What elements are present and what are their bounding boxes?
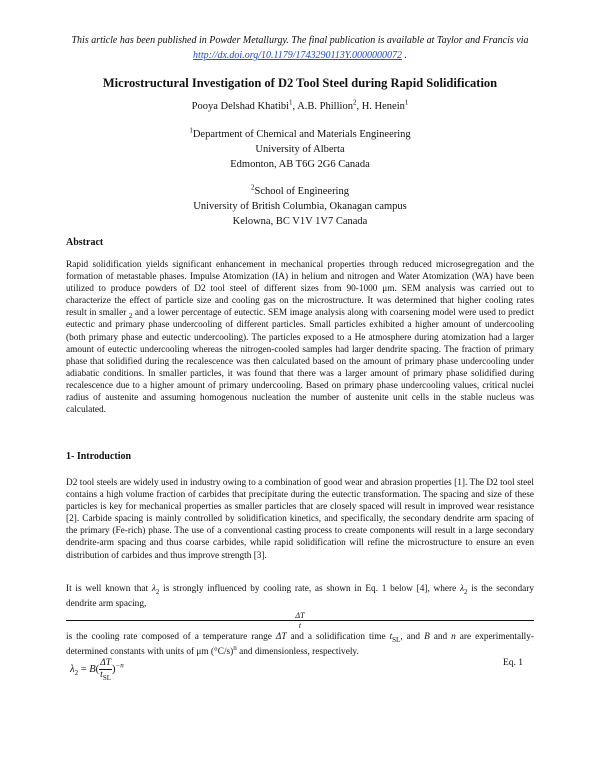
affiliation-line: University of Alberta	[255, 144, 345, 155]
author-separator: ,	[356, 101, 362, 112]
publication-note	[60, 33, 540, 63]
equation-label: Eq. 1	[503, 658, 524, 668]
author-affiliation-mark: 2	[352, 98, 357, 107]
p2-text: is the cooling rate composed of a temperature range	[66, 632, 276, 642]
eq-denominator	[99, 670, 112, 681]
affiliation-line: University of British Columbia, Okanagan campus	[193, 201, 407, 212]
abstract-subscript: 2	[128, 312, 133, 321]
lambda-symbol: λ	[459, 584, 465, 594]
publication-note-text: This article has been published in Powder Metallurgy. The final publication is available at Taylor and Francis via	[71, 35, 529, 46]
time-symbol: t	[389, 632, 393, 642]
affiliation-mark: 2	[251, 183, 255, 192]
paper-title: Microstructural Investigation of D2 Tool Steel during Rapid Solidification	[102, 76, 498, 90]
b-symbol: B	[424, 632, 430, 642]
author-name: A.B. Phillion	[297, 101, 353, 112]
affiliation-line: Kelowna, BC V1V 1V7 Canada	[232, 216, 368, 227]
equation-1	[70, 658, 124, 681]
p2-text: and a solidification time	[286, 632, 390, 642]
publication-note-end: .	[401, 50, 407, 61]
author-affiliation-mark: 1	[289, 98, 293, 107]
affiliation-line: Department of Chemical and Materials Engineering	[192, 129, 411, 140]
p2-text: is the secondary dendrite arm spacing,	[66, 584, 534, 609]
p2-text: are experimentally-determined constants with units of μm (°C/s)	[66, 632, 534, 657]
eq-equals: =	[78, 663, 90, 675]
eq-numerator: ΔT	[100, 658, 112, 668]
n-symbol: n	[451, 632, 456, 642]
introduction-paragraph-2	[66, 582, 534, 659]
eq-denominator-subscript: SL	[102, 673, 111, 682]
eq-lhs-subscript: 2	[74, 669, 79, 677]
delta-t-symbol: ΔT	[275, 632, 287, 642]
affiliation-2	[40, 184, 560, 229]
affiliation-line: Edmonton, AB T6G 2G6 Canada	[230, 159, 370, 170]
fraction-numerator: ΔT	[66, 611, 534, 621]
abstract-body	[66, 259, 534, 416]
p2-text: , and	[400, 632, 425, 642]
author-name: Pooya Delshad Khatibi	[191, 101, 290, 112]
eq-b: B	[89, 663, 96, 675]
p2-text: It is well known that	[66, 584, 152, 594]
time-subscript: SL	[392, 635, 401, 644]
p2-text: is strongly influenced by cooling rate, as shown in Eq. 1 below [4], where	[159, 584, 460, 594]
cooling-rate-fraction	[66, 611, 534, 630]
affiliation-line: School of Engineering	[254, 186, 349, 197]
doi-link[interactable]: http://dx.doi.org/10.1179/1743290113Y.0000000072	[193, 50, 402, 61]
eq-close-paren: )	[112, 663, 116, 675]
eq-fraction	[99, 658, 112, 681]
lambda-subscript: 2	[464, 587, 468, 596]
p2-text: and	[429, 632, 452, 642]
affiliation-1	[40, 127, 560, 172]
author-name: H. Henein	[361, 101, 405, 112]
author-separator: ,	[292, 101, 298, 112]
eq-open-paren: (	[95, 663, 100, 675]
introduction-heading: 1- Introduction	[66, 451, 132, 462]
fraction-denominator: t	[298, 621, 302, 630]
author-list	[40, 98, 560, 112]
p2-text: and dimensionless, respectively.	[236, 646, 359, 657]
abstract-heading: Abstract	[66, 237, 104, 248]
affiliation-mark: 1	[189, 126, 193, 135]
author-affiliation-mark: 1	[404, 98, 409, 107]
lambda-subscript: 2	[155, 587, 160, 596]
abstract-text: and a lower percentage of eutectic. SEM image analysis along with coarsening model were used to predict eutectic and primary phase undercooling of different particles. Small particles exhibited a higher amount of undercooling (both primary phase and eutectic undercooling). The particles exposed to a He atmosphere during atomization had a larger amount of eutectic undercooling whereas the nitrogen-cooled samples had larger dendrite spacing. The fraction of primary phase that solidified during the recalescence was then calculated based on the amount of primary phase undercooling under adiabatic conditions. In smaller particles, it was found that there was a larger amount of primary phase solidified during recalescence due to a higher amount of primary undercooling. Based on primary phase undercooling values, critical nuclei radius of austenite and assuming homogenous nucleation the number of austenite unit cells in the stable nucleus was calculated.	[66, 308, 534, 416]
eq-exponent: −n	[115, 661, 124, 670]
introduction-paragraph-1: D2 tool steels are widely used in industry owing to a combination of good wear and abrasion properties [1]. The D2 tool steel contains a high volume fraction of carbides that precipitate during the eutectic transformation. The spacing and size of these particles is key for mechanical properties as smaller particles that are closely spaced will result in improved wear resistance [2]. Carbide spacing is mainly controlled by solidification kinetics, and specifically, the secondary dendrite arm spacing of the primary (Fe-rich) phase. The use of a conventional casting process to create components will result in a large secondary dendrite-arm spacing and thus coarse carbides, while rapid solidification will refine the microstructure to ensure an even distribution of carbides and thus improve strength [3].	[66, 478, 534, 561]
eq-lhs: λ	[70, 663, 75, 675]
lambda-symbol: λ	[151, 584, 156, 594]
units-exponent: n	[233, 643, 237, 652]
abstract-text: Rapid solidification yields significant enhancement in mechanical properties through reduced microsegregation and the formation of metastable phases. Impulse Atomization (IA) in helium and nitrogen and Water Atomization (WA) have been utilized to produce powders of D2 tool steel of different sizes from 90-1000 μm. SEM analysis was carried out to characterize the effect of particle size and cooling gas on the microstructure. It was determined that higher cooling rates result in smaller	[66, 260, 534, 319]
eq-denominator-symbol: t	[100, 670, 103, 680]
